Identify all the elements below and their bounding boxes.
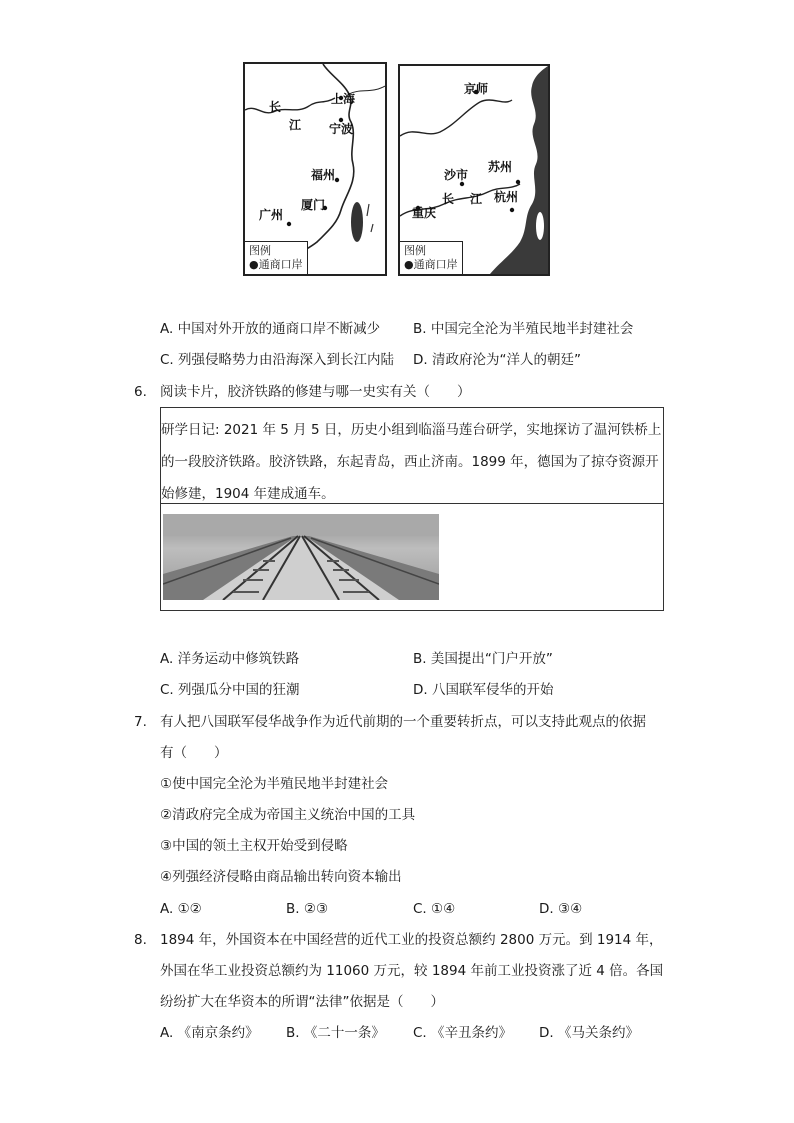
q7-item-4: ④列强经济侵略由商品输出转向资本输出 xyxy=(160,869,402,885)
dot-icon: ● xyxy=(249,258,259,271)
legend-title: 图例 xyxy=(249,244,271,257)
map-label: 厦门 xyxy=(301,198,326,212)
q8-option-b: B. 《二十一条》 xyxy=(286,1025,385,1041)
q6-option-d: D. 八国联军侵华的开始 xyxy=(413,682,554,698)
q6-number: 6. xyxy=(134,384,147,400)
map-label: 江 xyxy=(289,118,302,132)
map-label: 长 xyxy=(442,192,455,206)
q8-option-a: A. 《南京条约》 xyxy=(160,1025,259,1041)
q5-option-a: A. 中国对外开放的通商口岸不断减少 xyxy=(160,321,381,337)
map-label: 福州 xyxy=(311,168,336,182)
q8-stem-line3: 纷纷扩大在华资本的所谓“法律”依据是（ ） xyxy=(160,994,444,1010)
map-label: 杭州 xyxy=(494,190,519,204)
card-line: 研学日记: 2021 年 5 月 5 日，历史小组到临淄马莲台研学，实地探访了温河铁桥上 xyxy=(161,422,662,438)
q6-option-a: A. 洋务运动中修筑铁路 xyxy=(160,651,300,667)
map-legend xyxy=(245,241,308,274)
legend-title: 图例 xyxy=(404,244,426,257)
q7-stem-line2: 有（ ） xyxy=(160,745,228,761)
card-text xyxy=(161,414,663,510)
q7-stem-line1: 有人把八国联军侵华战争作为近代前期的一个重要转折点，可以支持此观点的依据 xyxy=(160,714,646,730)
q7-option-b: B. ②③ xyxy=(286,901,329,917)
map-treaty-ports-inland xyxy=(398,64,550,276)
railway-track-image xyxy=(163,514,439,600)
map-label: 江 xyxy=(470,192,483,206)
railway-photo xyxy=(163,514,439,600)
map-label: 宁波 xyxy=(329,122,354,136)
q8-stem-line2: 外国在华工业投资总额约为 11060 万元，较 1894 年前工业投资涨了近 4 倍。各国 xyxy=(160,963,664,979)
map-treaty-ports-coastal xyxy=(243,62,387,276)
map-label: 上海 xyxy=(331,92,356,106)
map-label: 京师 xyxy=(464,82,489,96)
map-label: 苏州 xyxy=(488,160,513,174)
dot-icon: ● xyxy=(404,258,414,271)
card-line: 的一段胶济铁路。胶济铁路，东起青岛，西止济南。1899 年，德国为了掠夺资源开 xyxy=(161,454,659,470)
q8-option-d: D. 《马关条约》 xyxy=(539,1025,639,1041)
q6-stem: 阅读卡片，胶济铁路的修建与哪一史实有关（ ） xyxy=(160,384,471,400)
map-label: 长 xyxy=(269,100,282,114)
card-divider xyxy=(161,503,663,504)
q7-item-3: ③中国的领土主权开始受到侵略 xyxy=(160,838,348,854)
q7-item-2: ②清政府完全成为帝国主义统治中国的工具 xyxy=(160,807,416,823)
reading-card xyxy=(160,407,664,611)
q5-option-c: C. 列强侵略势力由沿海深入到长江内陆 xyxy=(160,352,395,368)
q8-stem-line1: 1894 年，外国资本在中国经营的近代工业的投资总额约 2800 万元。到 1914 年， xyxy=(160,932,663,948)
q5-option-d: D. 清政府沦为“洋人的朝廷” xyxy=(413,352,581,368)
legend-item: 通商口岸 xyxy=(258,258,303,271)
q7-option-c: C. ①④ xyxy=(413,901,456,917)
q6-option-c: C. 列强瓜分中国的狂潮 xyxy=(160,682,300,698)
map-label: 重庆 xyxy=(412,206,437,220)
q7-item-1: ①使中国完全沦为半殖民地半封建社会 xyxy=(160,776,389,792)
q7-option-d: D. ③④ xyxy=(539,901,583,917)
legend-item: 通商口岸 xyxy=(413,258,458,271)
map-label: 沙市 xyxy=(444,168,469,182)
q8-option-c: C. 《辛丑条约》 xyxy=(413,1025,513,1041)
map-label: 广州 xyxy=(259,208,284,222)
q7-number: 7. xyxy=(134,714,147,730)
q5-option-b: B. 中国完全沦为半殖民地半封建社会 xyxy=(413,321,634,337)
q6-option-b: B. 美国提出“门户开放” xyxy=(413,651,553,667)
q7-option-a: A. ①② xyxy=(160,901,202,917)
map-legend xyxy=(400,241,463,274)
card-line: 始修建，1904 年建成通车。 xyxy=(161,486,335,502)
q8-number: 8. xyxy=(134,932,147,948)
